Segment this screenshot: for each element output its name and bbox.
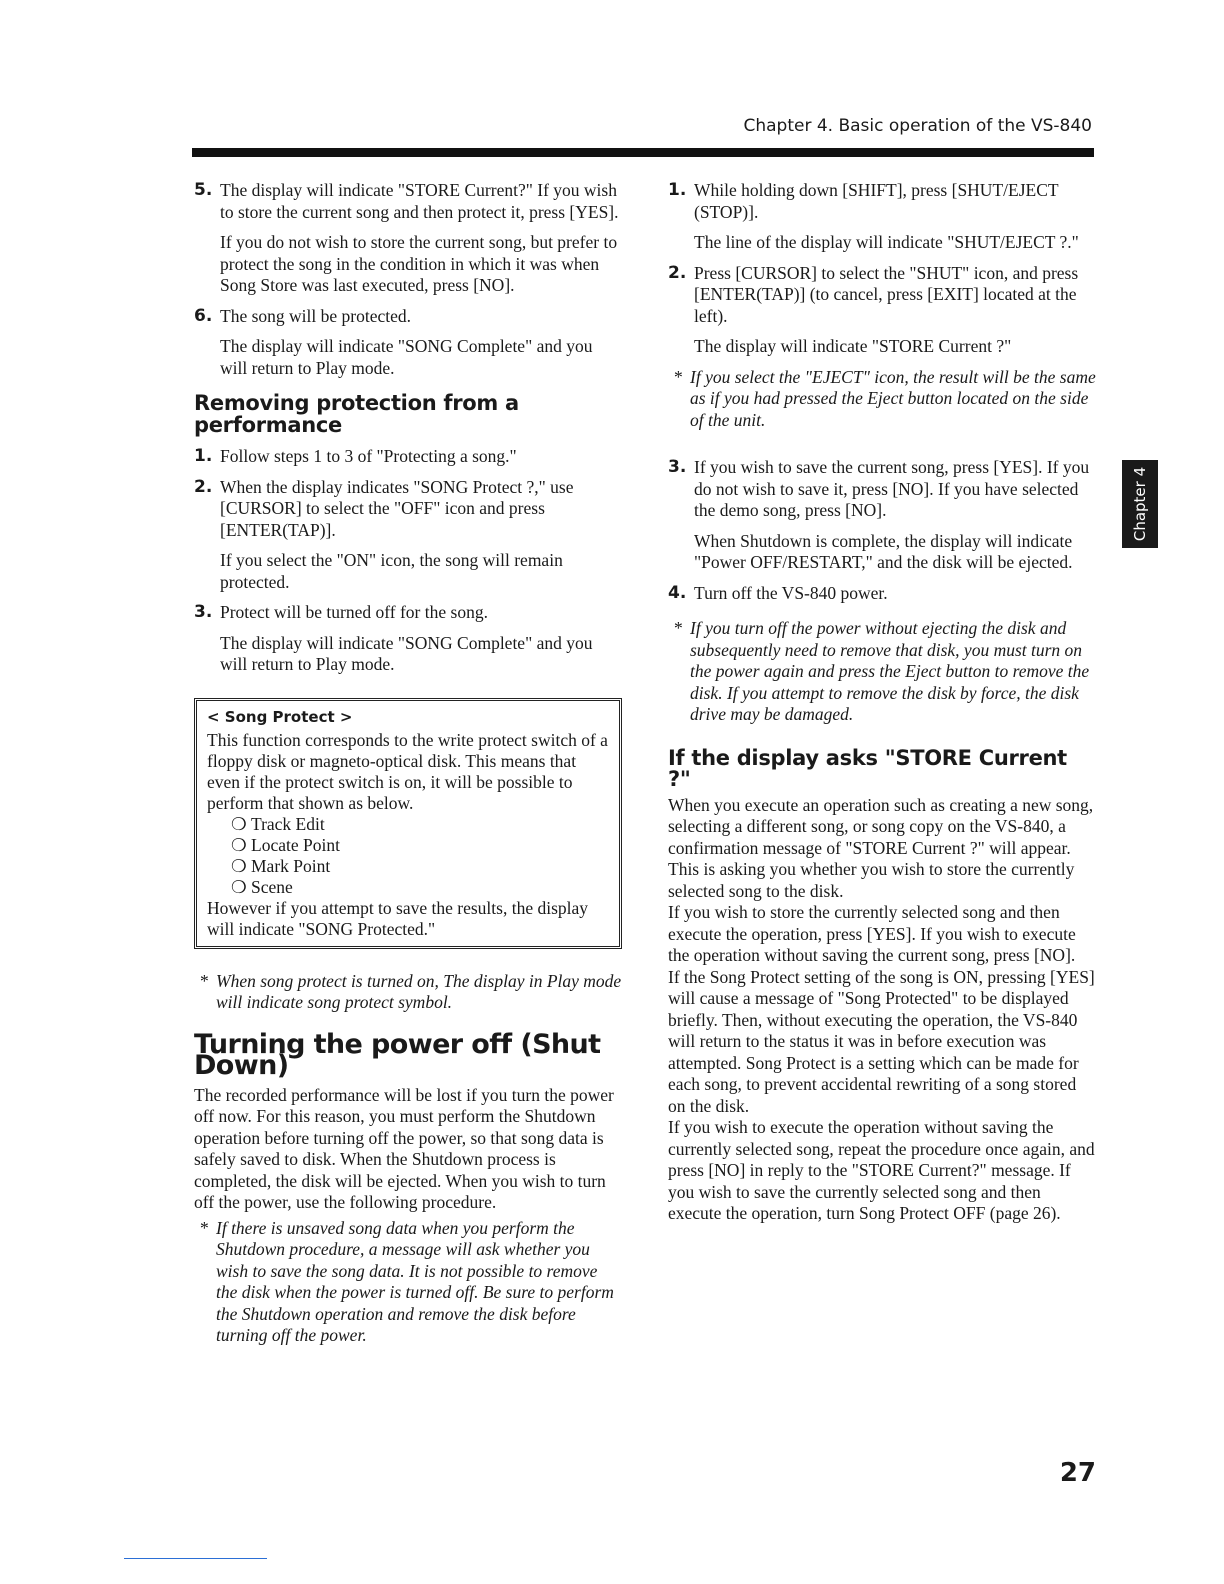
- step-subtext: The display will indicate "SONG Complete" and you will return to Play mode.: [220, 632, 593, 674]
- step-text: While holding down [SHIFT], press [SHUT/EJECT (STOP)].: [694, 180, 1059, 222]
- chapter-side-tab[interactable]: [1122, 460, 1158, 548]
- song-protect-item-label: Locate Point: [251, 834, 340, 855]
- step-number: 3.: [194, 602, 213, 622]
- step-text: If you wish to save the current song, press [YES]. If you do not wish to save it, press [NO]. If you have selected the demo song, press [NO].: [694, 457, 1090, 520]
- step-number: 2.: [668, 262, 687, 283]
- step-text: Press [CURSOR] to select the "SHUT" icon, and press [ENTER(TAP)] (to cancel, press [EXIT] located at the left).: [694, 262, 1079, 326]
- play-mode-note: [194, 971, 622, 1014]
- step-number: 1.: [668, 180, 687, 200]
- chapter-header: Chapter 4. Basic operation of the VS-840: [743, 116, 1092, 136]
- step-item: [668, 583, 1096, 605]
- step-number: 1.: [194, 446, 213, 466]
- shutdown-note: [194, 1218, 622, 1347]
- step-number: 4.: [668, 582, 687, 603]
- store-current-paragraph: If you wish to store the currently selected song and then execute the operation, press [YES]. If you wish to execute the operation without saving the current song, press [NO].: [668, 902, 1076, 965]
- step-subtext: The display will indicate "SONG Complete" and you will return to Play mode.: [220, 336, 593, 378]
- song-protect-box-title: < Song Protect >: [207, 707, 353, 726]
- circle-bullet-icon: ❍: [231, 813, 247, 834]
- note-asterisk: *: [674, 618, 683, 638]
- step-item: [668, 457, 1096, 574]
- song-protect-item: [231, 856, 611, 877]
- song-protect-item: [231, 814, 611, 835]
- chapter-side-tab-label: Chapter 4: [1131, 466, 1149, 542]
- step-text: Turn off the VS-840 power.: [694, 582, 888, 603]
- power-note: [668, 618, 1096, 726]
- step-number: 5.: [194, 180, 213, 200]
- circle-bullet-icon: ❍: [231, 855, 247, 876]
- play-mode-note-text: When song protect is turned on, The display in Play mode will indicate song protect symbol.: [216, 970, 622, 1012]
- header-rule: [192, 148, 1094, 157]
- step-text: When the display indicates "SONG Protect ?," use [CURSOR] to select the "OFF" icon and press [ENTER(TAP)].: [220, 476, 574, 540]
- note-asterisk: *: [674, 366, 683, 387]
- song-protect-box-intro: This function corresponds to the write protect switch of a floppy disk or magneto-optical disk. This means that even if the protect switch is on, it will be possible to perform that shown as below.: [207, 729, 608, 813]
- song-protect-box-outro: However if you attempt to save the results, the display will indicate "SONG Protected.": [207, 897, 589, 939]
- eject-note: [668, 367, 1096, 432]
- bottom-rule: [124, 1558, 267, 1559]
- note-asterisk: *: [200, 1217, 209, 1238]
- step-text: Follow steps 1 to 3 of "Protecting a song.": [220, 446, 517, 466]
- protect-steps: [194, 180, 622, 379]
- step-text: The song will be protected.: [220, 305, 411, 326]
- song-protect-box: [194, 698, 622, 949]
- step-item: [668, 180, 1096, 254]
- step-number: 6.: [194, 305, 213, 326]
- shutdown-heading: Turning the power off (Shut Down): [194, 1028, 601, 1081]
- song-protect-item: [231, 835, 611, 856]
- shutdown-steps-first: [668, 180, 1096, 358]
- shutdown-intro: The recorded performance will be lost if you turn the power off now. For this reason, you must perform the Shutdown operation before turning off the power, so that song data is safely saved to disk. When the Shutdown process is completed, the disk will be ejected. When you wish to turn off the power, use the following procedure.: [194, 1084, 614, 1212]
- step-item: [668, 263, 1096, 358]
- store-current-paragraph: When you execute an operation such as creating a new song, selecting a different song, or song copy on the VS-840, a confirmation message of "STORE Current ?" will appear. This is asking you whether you wish to store the currently selected song to the disk.: [668, 794, 1094, 901]
- step-subtext: If you do not wish to store the current song, but prefer to protect the song in the condition in which it was when Song Store was last executed, press [NO].: [220, 232, 618, 295]
- step-item: [194, 446, 622, 468]
- left-column: [194, 180, 622, 1357]
- step-subtext: When Shutdown is complete, the display will indicate "Power OFF/RESTART," and the disk will be ejected.: [694, 530, 1073, 572]
- step-subtext: The display will indicate "STORE Current ?": [694, 336, 1012, 356]
- store-current-paragraphs: [668, 795, 1096, 1225]
- song-protect-item-label: Track Edit: [251, 813, 325, 834]
- step-item: [194, 180, 622, 297]
- step-item: [194, 477, 622, 594]
- shutdown-steps-second: [668, 457, 1096, 604]
- circle-bullet-icon: ❍: [231, 876, 247, 897]
- page-number: 27: [1059, 1458, 1096, 1488]
- song-protect-item-label: Mark Point: [251, 855, 331, 876]
- note-asterisk: *: [200, 970, 209, 991]
- step-text: The display will indicate "STORE Current?" If you wish to store the current song and then protect it, press [YES].: [220, 180, 619, 222]
- step-number: 3.: [668, 457, 687, 477]
- shutdown-note-text: If there is unsaved song data when you perform the Shutdown procedure, a message will ask whether you wish to save the song data. It is not possible to remove the disk when the power is turned off. Be sure to perform the Shutdown operation and remove the disk before turning off the power.: [216, 1217, 614, 1345]
- song-protect-item: [231, 877, 611, 898]
- store-current-paragraph: If you wish to execute the operation without saving the currently selected song, repeat the procedure once again, and press [NO] in reply to the "STORE Current?" message. If you wish to save the currently selected song and then execute the operation, turn Song Protect OFF (page 26).: [668, 1117, 1095, 1223]
- step-item: [194, 602, 622, 676]
- song-protect-items: [207, 814, 611, 898]
- power-note-text: If you turn off the power without ejecting the disk and subsequently need to remove that disk, you must turn on the power again and press the Eject button to remove the disk. If you attempt to remove the disk by force, the disk drive may be damaged.: [690, 618, 1090, 724]
- step-text: Protect will be turned off for the song.: [220, 602, 488, 622]
- removing-steps: [194, 446, 622, 676]
- step-subtext: The line of the display will indicate "SHUT/EJECT ?.": [694, 232, 1079, 252]
- step-subtext: If you select the "ON" icon, the song will remain protected.: [220, 550, 563, 592]
- removing-protection-heading: Removing protection from a performance: [194, 391, 519, 437]
- circle-bullet-icon: ❍: [231, 834, 247, 855]
- right-column: [668, 180, 1096, 1225]
- step-number: 2.: [194, 476, 213, 497]
- eject-note-text: If you select the "EJECT" icon, the result will be the same as if you had pressed the Eject button located on the side of the unit.: [690, 366, 1096, 430]
- store-current-paragraph: If the Song Protect setting of the song is ON, pressing [YES] will cause a message of "Song Protected" to be displayed briefly. Then, without executing the operation, the VS-840 will return to the status it was in before execution was attempted. Song Protect is a setting which can be made for each song, to prevent accidental rewriting of a song stored on the disk.: [668, 966, 1095, 1116]
- store-current-heading: If the display asks "STORE Current ?": [668, 745, 1067, 791]
- song-protect-item-label: Scene: [251, 876, 293, 897]
- step-item: [194, 306, 622, 380]
